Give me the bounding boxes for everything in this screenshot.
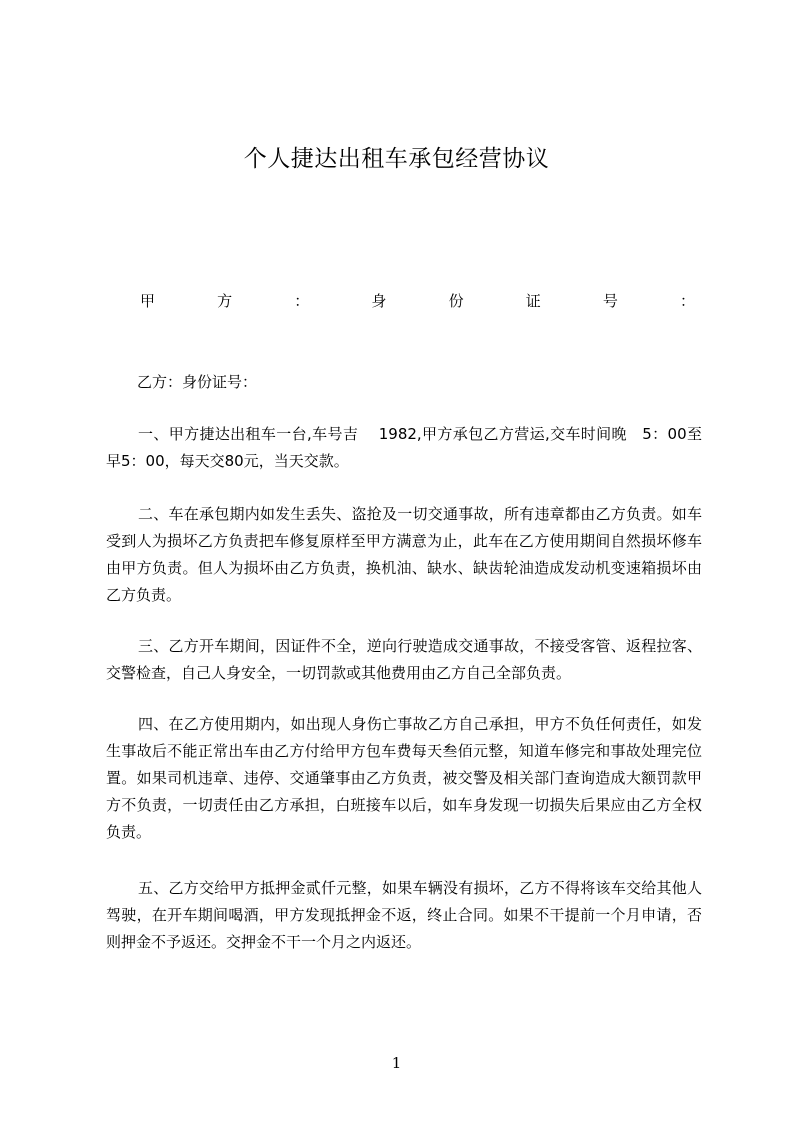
- clause-4: 四、在乙方使用期内，如出现人身伤亡事故乙方自己承担，甲方不负任何责任，如发生事故后不能正常出车由乙方付给甲方包车费每天叁佰元整，知道车修完和事故处理完位置。如果司机违章、违停、交通肇事由乙方负责，被交警及相关部门查询造成大额罚款甲方不负责，一切责任由乙方承担，白班接车以后，如车身发现一切损失后果应由乙方全权负责。: [106, 715, 702, 841]
- clause-1: 一、甲方捷达出租车一台,车号吉 1982,甲方承包乙方营运,交车时间晚 5：00至早5：00，每天交80元，当天交款。: [106, 425, 702, 470]
- party-a-char: ：: [294, 292, 310, 310]
- party-a-char: 号: [602, 292, 618, 310]
- party-a-line: [140, 290, 695, 311]
- party-a-char: 份: [448, 292, 464, 310]
- party-a-char: 身: [371, 292, 387, 310]
- clause-3: 三、乙方开车期间，因证件不全，逆向行驶造成交通事故，不接受客管、返程拉客、交警检查，自己人身安全，一切罚款或其他费用由乙方自己全部负责。: [106, 637, 702, 682]
- party-a-char: 证: [525, 292, 541, 310]
- document-title: 个人捷达出租车承包经营协议: [243, 146, 550, 172]
- clause-2: 二、车在承包期内如发生丢失、盗抢及一切交通事故，所有违章都由乙方负责。如车受到人为损坏乙方负责把车修复原样至甲方满意为止，此车在乙方使用期间自然损坏修车由甲方负责。但人为损坏由乙方负责，换机油、缺水、缺齿轮油造成发动机变速箱损坏由乙方负责。: [106, 505, 702, 604]
- party-b-line: 乙方：身份证号：: [137, 373, 258, 391]
- clause-5: 五、乙方交给甲方抵押金贰仟元整，如果车辆没有损坏，乙方不得将该车交给其他人驾驶，在开车期间喝酒，甲方发现抵押金不返，终止合同。如果不干提前一个月申请，否则押金不予返还。交押金不干一个月之内返还。: [106, 879, 702, 951]
- party-a-char: ：: [679, 292, 695, 310]
- page-number: 1: [391, 1054, 402, 1072]
- party-a-char: 方: [217, 292, 233, 310]
- party-a-char: 甲: [140, 292, 156, 310]
